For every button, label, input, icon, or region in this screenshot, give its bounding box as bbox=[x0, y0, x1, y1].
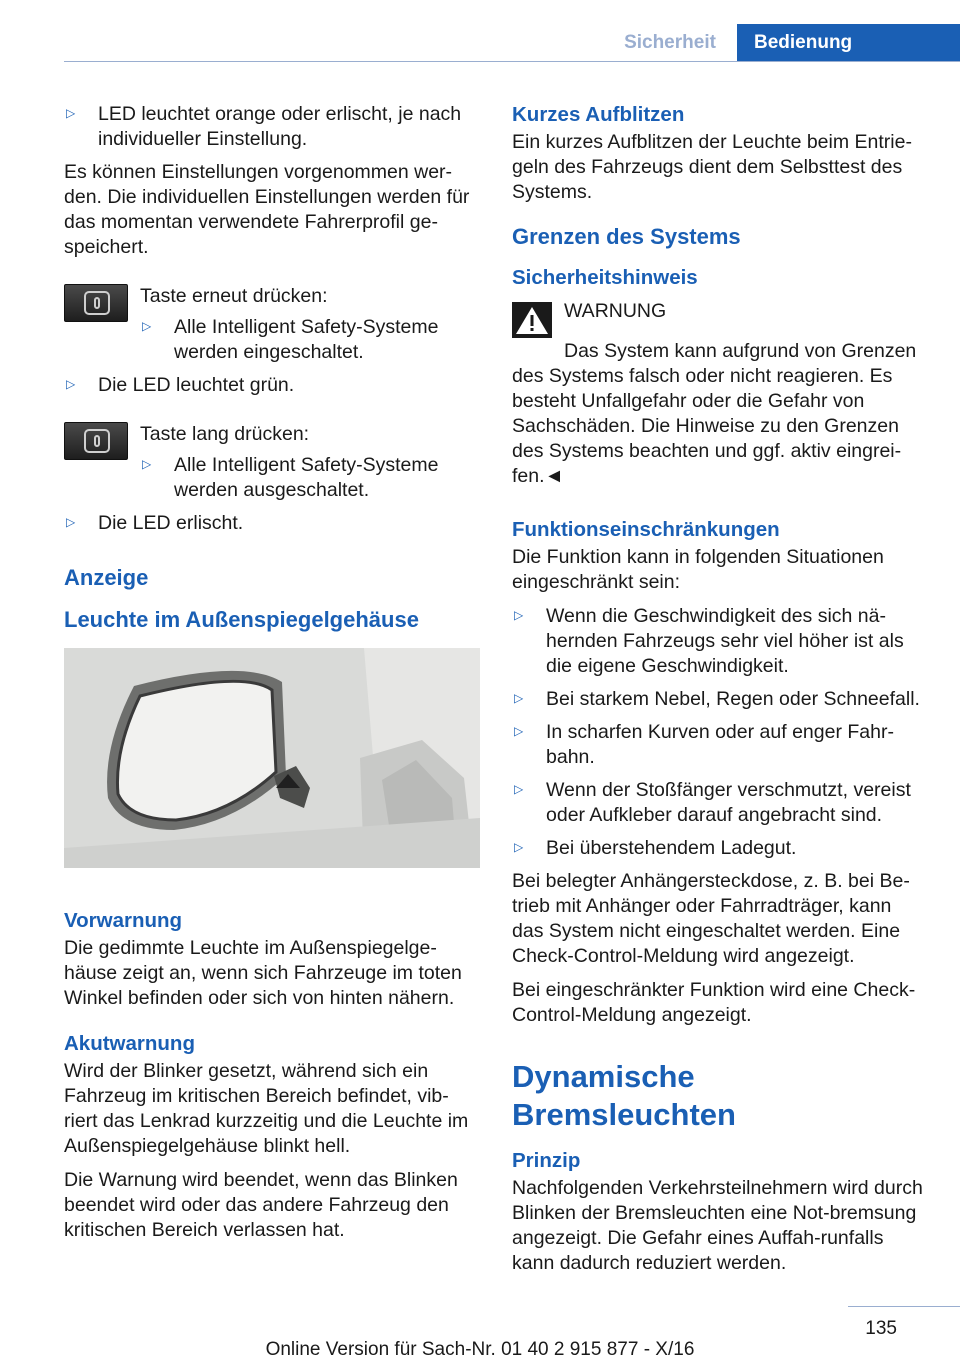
page-header bbox=[0, 0, 960, 62]
triangle-bullet-icon: ▷ bbox=[514, 782, 524, 796]
paragraph: Die Warnung wird beendet, wenn das Blinken beendet wird oder das andere Fahrzeug den kritischen Bereich verlassen hat. bbox=[64, 1169, 458, 1241]
footer-rule bbox=[848, 1306, 960, 1307]
bullet-text: LED leuchtet orange oder erlischt, je nach individueller Einstellung. bbox=[98, 103, 462, 150]
left-column bbox=[64, 102, 480, 1252]
instruction-text: Taste erneut drücken: bbox=[140, 285, 328, 307]
side-mirror-illustration bbox=[64, 648, 480, 868]
bullet-text: Die LED erlischt. bbox=[98, 512, 244, 534]
bullet-text: Wenn die Geschwindigkeit des sich nä-hernden Fahrzeugs sehr viel höher ist als die eigene Geschwindigkeit. bbox=[546, 605, 904, 677]
heading-leuchte: Leuchte im Außenspiegelgehäuse bbox=[64, 607, 419, 632]
paragraph: Wird der Blinker gesetzt, während sich ein Fahrzeug im kritischen Bereich befindet, vib-riert das Lenkrad kurzzeitig und die Leuchte im Außenspiegelgehäuse blinkt hell. bbox=[64, 1060, 469, 1157]
bullet-text: Alle Intelligent Safety-Systeme werden ausgeschaltet. bbox=[174, 454, 439, 501]
intelligent-safety-button-icon bbox=[64, 284, 128, 322]
triangle-bullet-icon: ▷ bbox=[142, 457, 152, 471]
list-item bbox=[64, 373, 480, 398]
triangle-bullet-icon: ▷ bbox=[66, 515, 76, 529]
triangle-bullet-icon: ▷ bbox=[142, 319, 152, 333]
paragraph: Bei belegter Anhängersteckdose, z. B. bei Be-trieb mit Anhänger oder Fahrradträger, kann das System nicht eingeschaltet werden. Eine Check-Control-Meldung wird angezeigt. bbox=[512, 870, 910, 967]
paragraph: Die gedimmte Leuchte im Außenspiegelge-häuse zeigt an, wenn sich Fahrzeuge im toten Winkel befinden oder sich von hinten nähern. bbox=[64, 937, 462, 1009]
list-item bbox=[64, 511, 480, 536]
list-item bbox=[512, 604, 926, 679]
warning-block bbox=[512, 299, 926, 339]
warning-label: WARNUNG bbox=[564, 300, 667, 322]
list-item bbox=[512, 836, 926, 861]
paragraph: Bei eingeschränkter Funktion wird eine Check-Control-Meldung angezeigt. bbox=[512, 979, 916, 1026]
triangle-bullet-icon: ▷ bbox=[66, 106, 76, 120]
heading-kurzes-aufblitzen: Kurzes Aufblitzen bbox=[512, 103, 685, 126]
paragraph: Nachfolgenden Verkehrsteilnehmern wird durch Blinken der Bremsleuchten eine Not-bremsung angezeigt. Die Gefahr eines Auffah-runfalls kann dadurch reduziert werden. bbox=[512, 1177, 923, 1274]
triangle-bullet-icon: ▷ bbox=[514, 608, 524, 622]
list-item bbox=[512, 720, 926, 770]
heading-grenzen: Grenzen des Systems bbox=[512, 224, 741, 249]
bullet-text: Alle Intelligent Safety-Systeme werden eingeschaltet. bbox=[174, 316, 439, 363]
intelligent-safety-button-icon bbox=[64, 422, 128, 460]
header-rule bbox=[64, 61, 960, 62]
triangle-bullet-icon: ▷ bbox=[514, 691, 524, 705]
triangle-bullet-icon: ▷ bbox=[514, 724, 524, 738]
warning-text bbox=[512, 339, 926, 489]
heading-anzeige: Anzeige bbox=[64, 565, 149, 590]
list-item bbox=[512, 687, 926, 712]
warning-triangle-icon bbox=[512, 302, 552, 338]
heading-sicherheitshinweis: Sicherheitshinweis bbox=[512, 266, 698, 289]
heading-akutwarnung: Akutwarnung bbox=[64, 1032, 195, 1055]
triangle-bullet-icon: ▷ bbox=[514, 840, 524, 854]
button-instruction bbox=[64, 422, 480, 503]
bullet-text: Bei starkem Nebel, Regen oder Schneefall. bbox=[546, 688, 920, 710]
list-item bbox=[140, 453, 480, 503]
list-item bbox=[64, 102, 480, 152]
heading-dynamische-bremsleuchten: Dynamische Bremsleuchten bbox=[512, 1059, 736, 1132]
paragraph: Es können Einstellungen vorgenommen wer-den. Die individuellen Einstellungen werden für das momentan verwendete Fahrerprofil ge-speichert. bbox=[64, 161, 470, 258]
list-item bbox=[140, 315, 480, 365]
bullet-text: Bei überstehendem Ladegut. bbox=[546, 837, 797, 859]
tab-bedienung[interactable]: Bedienung bbox=[737, 24, 960, 62]
bullet-text: In scharfen Kurven oder auf enger Fahr-bahn. bbox=[546, 721, 894, 768]
paragraph: Ein kurzes Aufblitzen der Leuchte beim Entrie-geln des Fahrzeugs dient dem Selbsttest des Systems. bbox=[512, 131, 912, 203]
heading-funktionseinschraenkungen: Funktionseinschränkungen bbox=[512, 518, 780, 541]
list-item bbox=[512, 778, 926, 828]
button-instruction bbox=[64, 284, 480, 365]
bullet-text: Wenn der Stoßfänger verschmutzt, vereist oder Aufkleber darauf angebracht sind. bbox=[546, 779, 911, 826]
right-column bbox=[512, 102, 926, 1285]
page-number: 135 bbox=[865, 1318, 897, 1339]
triangle-bullet-icon: ▷ bbox=[66, 377, 76, 391]
mirror-photo bbox=[64, 648, 480, 868]
instruction-text: Taste lang drücken: bbox=[140, 423, 310, 445]
heading-prinzip: Prinzip bbox=[512, 1149, 581, 1172]
warning-body: Das System kann aufgrund von Grenzen des Systems falsch oder nicht reagieren. Es besteht Unfallgefahr oder die Gefahr von Sachschäden. Die Hinweise zu den Grenzen des Systems beachten und ggf. aktiv eingrei-fen.◄ bbox=[512, 340, 917, 487]
online-version-note: Online Version für Sach-Nr. 01 40 2 915 877 - X/16 bbox=[265, 1339, 695, 1360]
bullet-text: Die LED leuchtet grün. bbox=[98, 374, 295, 396]
heading-vorwarnung: Vorwarnung bbox=[64, 909, 183, 932]
paragraph: Die Funktion kann in folgenden Situationen eingeschränkt sein: bbox=[512, 546, 884, 593]
tab-sicherheit[interactable]: Sicherheit bbox=[624, 32, 716, 53]
